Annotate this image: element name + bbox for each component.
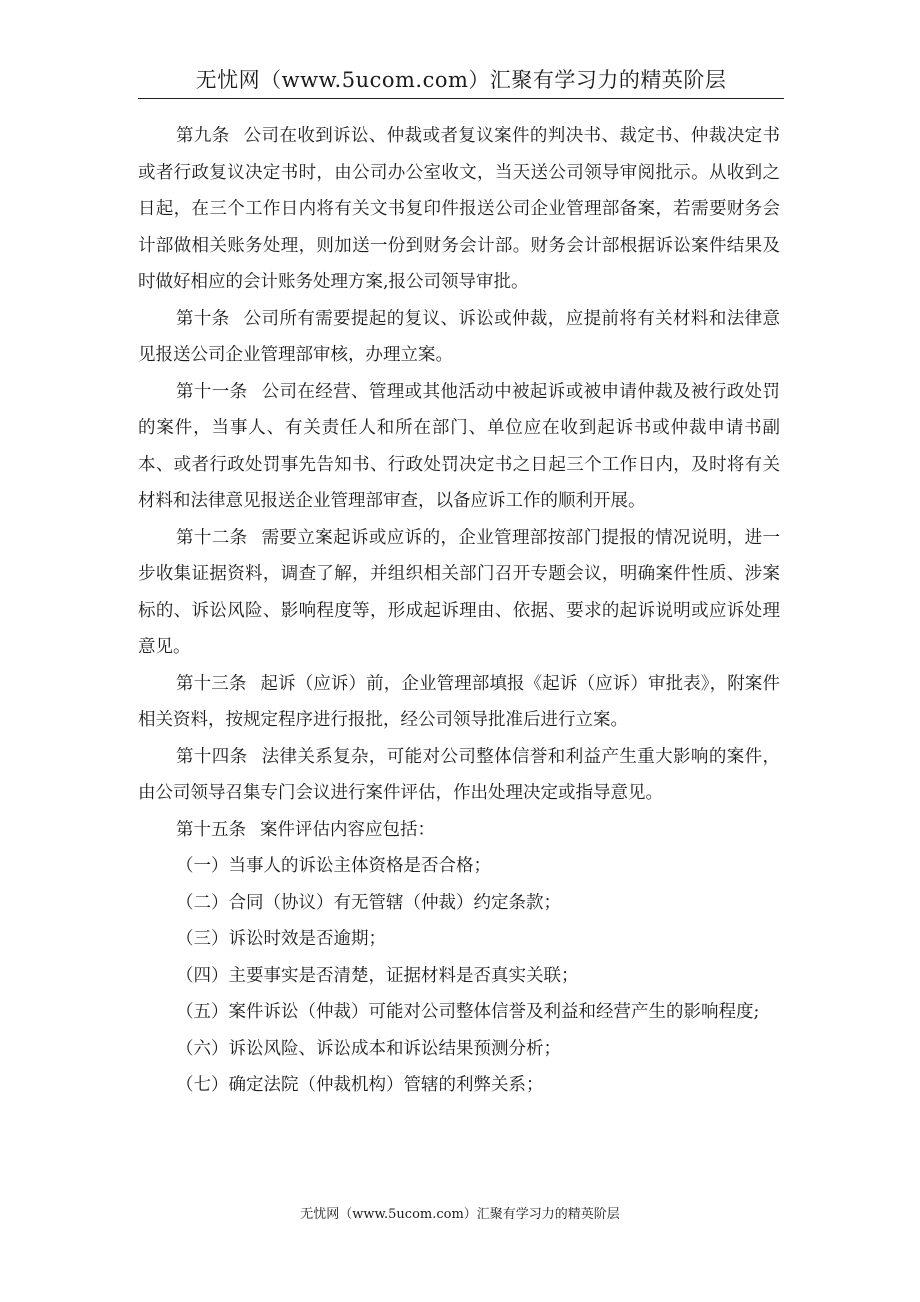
article-number: 第十五条 — [176, 819, 246, 840]
page-header: 无忧网（www.5ucom.com）汇聚有学习力的精英阶层 — [138, 62, 784, 99]
list-item: （四）主要事实是否清楚，证据材料是否真实关联； — [176, 965, 579, 986]
article-number: 第十条 — [176, 308, 230, 329]
list-item: （六）诉讼风险、诉讼成本和诉讼结果预测分析； — [176, 1038, 561, 1059]
article-text: 需要立案起诉或应诉的，企业管理部按部门提报的情况说明，进一步收集证据资料，调查了解，并组织相关部门召开专题会议，明确案件性质、涉案标的、诉讼风险、影响程度等，形成起诉理由、依据、要求的起诉说明或应诉处理意见。 — [138, 527, 780, 657]
article-15 — [138, 812, 780, 849]
article-11 — [138, 374, 780, 520]
article-text: 公司在经营、管理或其他活动中被起诉或被申请仲裁及被行政处罚的案件，当事人、有关责任人和所在部门、单位应在收到起诉书或仲裁申请书副本、或者行政处罚事先告知书、行政处罚决定书之日起三个工作日内，及时将有关材料和法律意见报送企业管理部审查，以备应诉工作的顺利开展。 — [138, 381, 780, 511]
article-number: 第九条 — [176, 126, 230, 146]
article-10 — [138, 301, 780, 374]
article-text: 案件评估内容应包括： — [260, 819, 435, 840]
article-12 — [138, 520, 780, 666]
list-item: （二）合同（协议）有无管辖（仲裁）约定条款； — [176, 892, 561, 913]
list-item: （一）当事人的诉讼主体资格是否合格； — [176, 856, 491, 876]
article-text: 公司所有需要提起的复议、诉讼或仲裁，应提前将有关材料和法律意见报送公司企业管理部审核，办理立案。 — [138, 308, 780, 365]
article-text: 起诉（应诉）前，企业管理部填报《起诉（应诉）审批表》，附案件相关资料，按规定程序进行报批，经公司领导批准后进行立案。 — [138, 673, 781, 730]
article-9 — [138, 118, 780, 301]
page-footer: 无忧网（www.5ucom.com）汇聚有学习力的精英阶层 — [300, 1207, 620, 1222]
article-number: 第十四条 — [176, 746, 248, 767]
article-text: 公司在收到诉讼、仲裁或者复议案件的判决书、裁定书、仲裁决定书或者行政复议决定书时，由公司办公室收文，当天送公司领导审阅批示。从收到之日起，在三个工作日内将有关文书复印件报送公司企业管理部备案，若需要财务会计部做相关账务处理，则加送一份到财务会计部。财务会计部根据诉讼案件结果及时做好相应的会计账务处理方案,报公司领导审批。 — [138, 126, 780, 292]
article-number: 第十二条 — [176, 527, 248, 548]
list-item: （三）诉讼时效是否逾期； — [176, 929, 386, 949]
article-text: 法律关系复杂，可能对公司整体信誉和利益产生重大影响的案件，由公司领导召集专门会议进行案件评估，作出处理决定或指导意见。 — [138, 746, 780, 803]
document-body — [138, 118, 780, 1104]
article-number: 第十一条 — [176, 381, 248, 402]
list-item: （七）确定法院（仲裁机构）管辖的利弊关系； — [176, 1075, 544, 1095]
article-number: 第十三条 — [176, 673, 247, 694]
article-14 — [138, 739, 780, 812]
article-13 — [138, 666, 780, 739]
list-item: （五）案件诉讼（仲裁）可能对公司整体信誉及利益和经营产生的影响程度; — [176, 1002, 760, 1022]
